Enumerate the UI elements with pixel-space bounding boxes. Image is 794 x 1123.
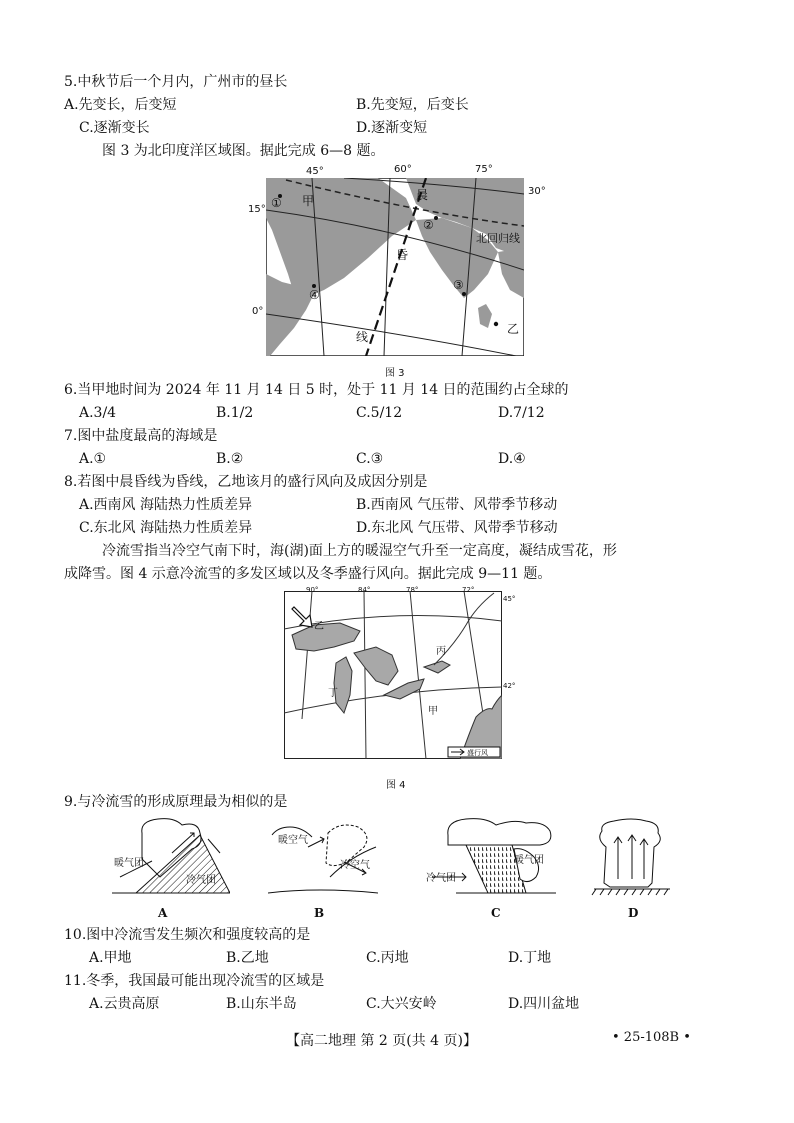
fig4-label-jia: 甲 xyxy=(428,706,438,717)
q10-option-c: C.丙地 xyxy=(366,950,409,966)
q8-option-a: A.西南风 海陆热力性质差异 xyxy=(79,497,253,513)
fig4-label-ding: 丁 xyxy=(328,688,338,699)
fig4-lon-78: 78° xyxy=(406,586,419,594)
q6-option-a: A.3/4 xyxy=(79,405,117,421)
q9-panel-b-letter: B xyxy=(314,906,325,920)
q10-stem: 10.图中冷流雪发生频次和强度较高的是 xyxy=(64,927,311,943)
q9-a-warm: 暖气团 xyxy=(114,858,144,869)
intro-9-11-line1: 冷流雪指当冷空气南下时，海(湖)面上方的暖湿空气升至一定高度，凝结成雪花，形 xyxy=(102,543,617,559)
fig3-lon-45: 45° xyxy=(306,166,324,177)
fig4-label-bing: 丙 xyxy=(436,646,446,657)
q5-option-c: C.逐渐变长 xyxy=(79,120,150,136)
fig4-lon-90: 90° xyxy=(306,586,319,594)
q10-option-d: D.丁地 xyxy=(508,950,552,966)
q7-option-a: A.① xyxy=(79,451,107,467)
q9-b-warm: 暖空气 xyxy=(278,835,308,846)
q9-c-cold: 冷气团 xyxy=(426,873,456,884)
fig3-terminator-hun: 昏 xyxy=(396,248,409,262)
q11-option-b: B.山东半岛 xyxy=(226,996,297,1012)
fig3-lat-15: 15° xyxy=(248,204,266,215)
fig4-caption: 图 4 xyxy=(386,780,406,791)
intro-9-11-line2: 成降雪。图 4 示意冷流雪的多发区域以及冬季盛行风向。据此完成 9—11 题。 xyxy=(64,566,552,582)
fig3-lon-60: 60° xyxy=(394,164,412,175)
fig4-lon-84: 84° xyxy=(358,586,371,594)
q9-stem: 9.与冷流雪的形成原理最为相似的是 xyxy=(64,794,288,810)
fig3-marker-3: ③ xyxy=(453,278,464,292)
fig3-label-yi: 乙 xyxy=(507,322,520,336)
q9-a-cold: 冷气团 xyxy=(186,875,216,886)
fig3-label-jia: 甲 xyxy=(302,194,315,208)
q9-panel-c-letter: C xyxy=(491,906,501,920)
q6-option-d: D.7/12 xyxy=(498,405,545,421)
q5-stem: 5.中秋节后一个月内，广州市的昼长 xyxy=(64,74,288,90)
q11-option-d: D.四川盆地 xyxy=(508,996,580,1012)
q8-option-b: B.西南风 气压带、风带季节移动 xyxy=(356,497,558,513)
fig3-tropic-label: 北回归线 xyxy=(476,232,520,245)
fig4-label-yi: 乙 xyxy=(314,621,324,632)
q11-option-a: A.云贵高原 xyxy=(89,996,160,1012)
fig4-legend: 盛行风 xyxy=(467,749,488,757)
fig3-lon-75: 75° xyxy=(475,164,493,175)
footer-page-info: 【高二地理 第 2 页(共 4 页)】 xyxy=(286,1033,477,1049)
q9-c-warm: 暖气团 xyxy=(514,855,544,866)
q6-option-c: C.5/12 xyxy=(356,405,403,421)
q9-panel-d xyxy=(590,817,674,903)
q9-b-cold: 冷空气 xyxy=(340,860,370,871)
q7-option-b: B.② xyxy=(216,451,244,467)
footer-code: • 25-108B • xyxy=(612,1030,691,1045)
q9-panel-a-letter: A xyxy=(158,906,168,920)
fig4-lat-42: 42° xyxy=(503,682,516,690)
q8-option-d: D.东北风 气压带、风带季节移动 xyxy=(356,520,558,536)
point-yi xyxy=(494,322,498,326)
fig3-lat-0: 0° xyxy=(252,306,264,317)
fig3-terminator-chen: 晨 xyxy=(416,188,429,202)
q11-option-c: C.大兴安岭 xyxy=(366,996,437,1012)
q11-stem: 11.冬季，我国最可能出现冷流雪的区域是 xyxy=(64,973,325,989)
q10-option-b: B.乙地 xyxy=(226,950,269,966)
q6-stem: 6.当甲地时间为 2024 年 11 月 14 日 5 时，处于 11 月 14 日的范围约占全球的 xyxy=(64,382,569,398)
fig3-marker-2: ② xyxy=(423,218,434,232)
q6-option-b: B.1/2 xyxy=(216,405,254,421)
q5-option-a: A.先变长，后变短 xyxy=(64,97,177,113)
q7-stem: 7.图中盐度最高的海域是 xyxy=(64,428,218,444)
fig4-lon-72: 72° xyxy=(462,586,475,594)
fig4-lat-45: 45° xyxy=(503,595,516,603)
fig3-caption: 图 3 xyxy=(385,368,405,379)
fig3-terminator-xian: 线 xyxy=(356,330,369,344)
fig3-lat-30: 30° xyxy=(528,186,546,197)
q7-option-d: D.④ xyxy=(498,451,526,467)
q5-option-b: B.先变短，后变长 xyxy=(356,97,469,113)
q10-option-a: A.甲地 xyxy=(89,950,132,966)
q8-stem: 8.若图中晨昏线为昏线，乙地该月的盛行风向及成因分别是 xyxy=(64,474,428,490)
q8-option-c: C.东北风 海陆热力性质差异 xyxy=(79,520,253,536)
fig3-marker-1: ① xyxy=(271,196,282,210)
fig3-marker-4: ④ xyxy=(309,288,320,302)
q5-option-d: D.逐渐变短 xyxy=(356,120,428,136)
q9-panel-d-letter: D xyxy=(628,906,639,920)
q7-option-c: C.③ xyxy=(356,451,384,467)
intro-6-8: 图 3 为北印度洋区域图。据此完成 6—8 题。 xyxy=(102,143,385,159)
